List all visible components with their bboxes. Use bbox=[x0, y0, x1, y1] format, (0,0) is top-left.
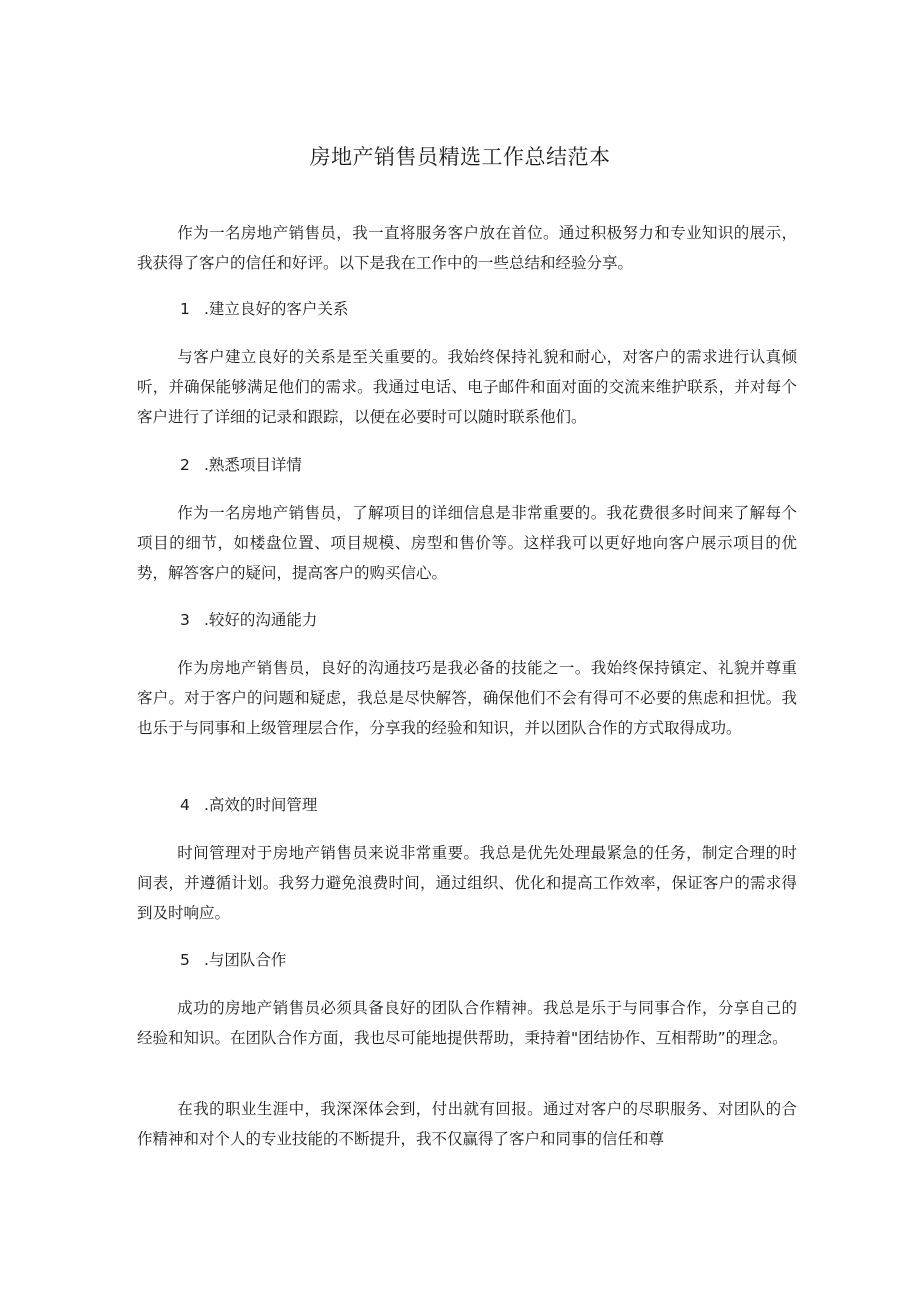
section-heading-2 bbox=[180, 450, 302, 480]
section-number: 3 bbox=[180, 611, 190, 629]
section-heading-5 bbox=[180, 945, 286, 975]
section-heading-text: .建立良好的客户关系 bbox=[204, 300, 349, 318]
section-number: 1 bbox=[180, 300, 190, 318]
section-body-3: 作为房地产销售员，良好的沟通技巧是我必备的技能之一。我始终保持镇定、礼貌并尊重客户。对于客户的问题和疑虑，我总是尽快解答，确保他们不会有得可不必要的焦虑和担忧。我也乐于与同事和上级管理层合作，分享我的经验和知识，并以团队合作的方式取得成功。 bbox=[137, 659, 797, 737]
section-body-1: 与客户建立良好的关系是至关重要的。我始终保持礼貌和耐心，对客户的需求进行认真倾听，并确保能够满足他们的需求。我通过电话、电子邮件和面对面的交流来维护联系，并对每个客户进行了详细的记录和跟踪，以便在必要时可以随时联系他们。 bbox=[137, 348, 797, 426]
section-heading-text: .熟悉项目详情 bbox=[204, 456, 302, 474]
closing-paragraph: 在我的职业生涯中，我深深体会到，付出就有回报。通过对客户的尽职服务、对团队的合作精神和对个人的专业技能的不断提升，我不仅赢得了客户和同事的信任和尊 bbox=[137, 1100, 797, 1148]
document-title: 房地产销售员精选工作总结范本 bbox=[309, 145, 611, 169]
section-heading-text: .较好的沟通能力 bbox=[204, 611, 318, 629]
section-heading-text: .高效的时间管理 bbox=[204, 796, 318, 814]
section-body-4: 时间管理对于房地产销售员来说非常重要。我总是优先处理最紧急的任务，制定合理的时间表，并遵循计划。我努力避免浪费时间，通过组织、优化和提高工作效率，保证客户的需求得到及时响应。 bbox=[137, 844, 797, 922]
section-heading-1 bbox=[180, 294, 348, 324]
section-body-5: 成功的房地产销售员必须具备良好的团队合作精神。我总是乐于与同事合作，分享自己的经验和知识。在团队合作方面，我也尽可能地提供帮助，秉持着"团结协作、互相帮助”的理念。 bbox=[137, 999, 797, 1047]
section-body-2: 作为一名房地产销售员，了解项目的详细信息是非常重要的。我花费很多时间来了解每个项目的细节，如楼盘位置、项目规模、房型和售价等。这样我可以更好地向客户展示项目的优势，解答客户的疑问，提高客户的购买信心。 bbox=[137, 504, 797, 582]
section-heading-text: .与团队合作 bbox=[204, 951, 287, 969]
section-number: 4 bbox=[180, 796, 190, 814]
section-number: 2 bbox=[180, 456, 190, 474]
section-heading-3 bbox=[180, 605, 317, 635]
intro-paragraph: 作为一名房地产销售员，我一直将服务客户放在首位。通过积极努力和专业知识的展示，我获得了客户的信任和好评。以下是我在工作中的一些总结和经验分享。 bbox=[137, 224, 797, 272]
section-heading-4 bbox=[180, 790, 317, 820]
section-number: 5 bbox=[180, 951, 190, 969]
